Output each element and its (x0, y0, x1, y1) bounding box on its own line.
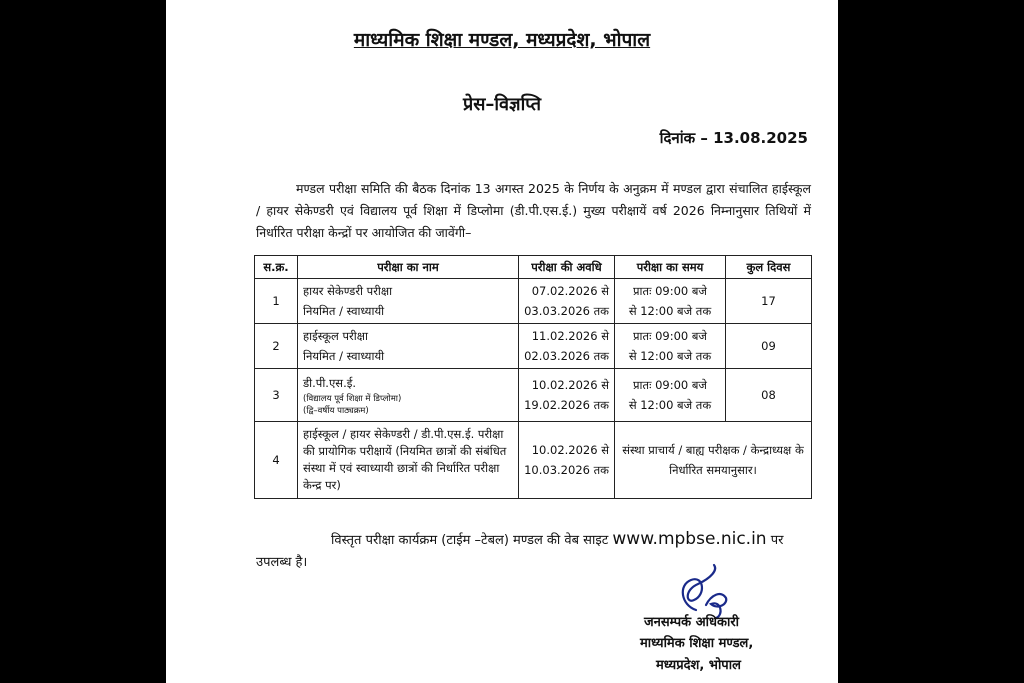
time-start: प्रातः 09:00 बजे (633, 329, 707, 343)
cell-days: 09 (726, 324, 812, 369)
duration-end: 19.02.2026 तक (524, 398, 609, 412)
cell-duration (519, 279, 615, 324)
table-row (255, 324, 812, 369)
document-page (166, 0, 838, 683)
cell-serial: 1 (255, 279, 298, 324)
time-end: से 12:00 बजे तक (628, 304, 712, 318)
exam-type-line: नियमित / स्वाध्यायी (303, 349, 385, 363)
signature (666, 560, 746, 620)
organization-title: माध्यमिक शिक्षा मण्डल, मध्यप्रदेश, भोपाल (353, 29, 651, 51)
cell-serial: 3 (255, 369, 298, 422)
exam-course-line: (द्वि–वर्षीय पाठ्यक्रम) (303, 406, 369, 416)
duration-start: 10.02.2026 से (531, 443, 609, 457)
cell-exam-name (298, 279, 519, 324)
cell-days: 08 (726, 369, 812, 422)
duration-start: 11.02.2026 से (531, 329, 609, 343)
header-exam-name: परीक्षा का नाम (298, 256, 519, 279)
cell-duration (519, 422, 615, 499)
duration-start: 10.02.2026 से (531, 378, 609, 392)
cell-exam-name (298, 324, 519, 369)
time-start: प्रातः 09:00 बजे (633, 378, 707, 392)
header-total-days: कुल दिवस (726, 256, 812, 279)
table-row (255, 422, 812, 499)
cell-time (615, 279, 726, 324)
exam-type-line: नियमित / स्वाध्यायी (303, 304, 385, 318)
duration-end: 10.03.2026 तक (524, 463, 609, 477)
website-link[interactable]: www.mpbse.nic.in (612, 529, 767, 549)
table-row (255, 279, 812, 324)
duration-end: 03.03.2026 तक (524, 304, 609, 318)
signature-icon (666, 560, 746, 620)
footer-text: विस्तृत परीक्षा कार्यक्रम (टाईम –टेबल) मण्डल की वेब साइट (331, 533, 609, 548)
cell-serial: 4 (255, 422, 298, 499)
cell-duration (519, 324, 615, 369)
cell-serial: 2 (255, 324, 298, 369)
table-header-row (255, 256, 812, 279)
footer-text-end: पर उपलब्ध है। (256, 533, 784, 570)
cell-exam-name (298, 369, 519, 422)
duration-end: 02.03.2026 तक (524, 349, 609, 363)
header-serial: स.क्र. (255, 256, 298, 279)
cell-exam-name: हाईस्कूल / हायर सेकेण्डरी / डी.पी.एस.ई. परीक्षा की प्रायोगिक परीक्षायें (नियमित छात्रों की संबंधित संस्था में एवं स्वाध्यायी छात्रों की निर्धारित परीक्षा केन्द्र पर) (298, 422, 519, 499)
intro-paragraph: मण्डल परीक्षा समिति की बैठक दिनांक 13 अगस्त 2025 के निर्णय के अनुक्रम में मण्डल द्वारा संचालित हाईस्कूल / हायर सेकेण्डरी एवं विद्यालय पूर्व शिक्षा में डिप्लोमा (डी.पी.एस.ई.) मुख्य परीक्षायें वर्ष 2026 निम्नानुसार तिथियों में निर्धारित परीक्षा केन्द्रों पर आयोजित की जावेंगी– (256, 181, 811, 240)
exam-name-line: डी.पी.एस.ई. (303, 376, 357, 390)
press-release-heading: प्रेस–विज्ञप्ति (462, 94, 542, 115)
release-date: दिनांक – 13.08.2025 (659, 129, 808, 147)
cell-duration (519, 369, 615, 422)
duration-start: 07.02.2026 से (531, 284, 609, 298)
exam-schedule-table (254, 255, 812, 499)
signatory-place: मध्यप्रदेश, भोपाल (656, 658, 741, 673)
cell-merged-time-days: संस्था प्राचार्य / बाह्य परीक्षक / केन्द्राध्यक्ष के निर्धारित समयानुसार। (615, 422, 812, 499)
time-start: प्रातः 09:00 बजे (633, 284, 707, 298)
signatory-org: माध्यमिक शिक्षा मण्डल, (640, 636, 754, 651)
cell-time (615, 369, 726, 422)
header-exam-time: परीक्षा का समय (615, 256, 726, 279)
exam-name-line: हायर सेकेण्डरी परीक्षा (303, 284, 393, 298)
exam-name-line: हाईस्कूल परीक्षा (303, 329, 368, 343)
exam-subtitle-line: (विद्यालय पूर्व शिक्षा में डिप्लोमा) (303, 394, 402, 404)
table-row (255, 369, 812, 422)
time-end: से 12:00 बजे तक (628, 398, 712, 412)
cell-time (615, 324, 726, 369)
cell-days: 17 (726, 279, 812, 324)
signatory-designation: जनसम्पर्क अधिकारी (644, 615, 740, 630)
header-exam-duration: परीक्षा की अवधि (519, 256, 615, 279)
time-end: से 12:00 बजे तक (628, 349, 712, 363)
